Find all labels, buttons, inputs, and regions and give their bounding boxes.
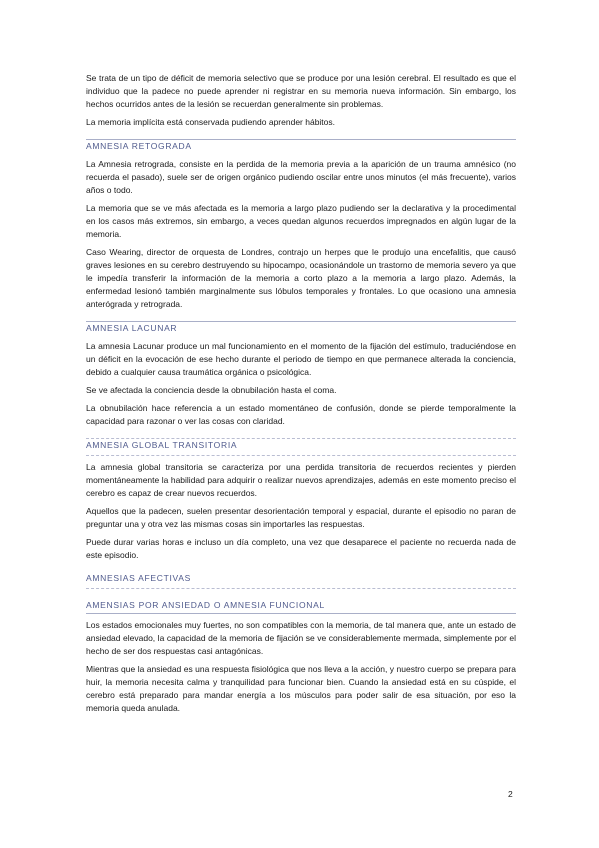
section-title: AMNESIA GLOBAL TRANSITORIA bbox=[86, 440, 238, 450]
subsection-heading-ansiedad bbox=[86, 599, 516, 614]
section-heading-global bbox=[86, 438, 516, 456]
section-divider bbox=[86, 613, 516, 614]
afectivas-paragraph-2: Mientras que la ansiedad es una respuesta fisiológica que nos lleva a la acción, y nuestro cuerpo se prepara para huir, la memoria necesita calma y tranquilidad para funcionar bien. Cuando la ansiedad está en su cúspide, el cerebro está preparado para mandar energía a los músculos para poder salir de esa situación, por eso la memoria queda anulada. bbox=[86, 664, 516, 713]
afectivas-paragraph-1: Los estados emocionales muy fuertes, no son compatibles con la memoria, de tal manera que, ante un estado de ansiedad elevado, la capacidad de la memoria de fijación se ve considerablemente mermada, simplemente por el hecho de ser dos respuestas casi antagónicas. bbox=[86, 620, 516, 656]
section-heading-retrograda bbox=[86, 139, 516, 153]
retrograda-paragraph-1: La Amnesia retrograda, consiste en la perdida de la memoria previa a la aparición de un trauma amnésico (no recuerda el pasado), suele ser de origen orgánico pudiendo oscilar entre unos minutos (el más frecuente), varios años o todo. bbox=[86, 159, 516, 195]
section-title: AMNESIA LACUNAR bbox=[86, 323, 178, 333]
page-content bbox=[86, 72, 516, 720]
lacunar-paragraph-3: La obnubilación hace referencia a un estado momentáneo de confusión, donde se pierde temporalmente la capacidad para razonar o ver las cosas con claridad. bbox=[86, 403, 516, 426]
section-heading-lacunar bbox=[86, 321, 516, 335]
subsection-title: AMENSIAS POR ANSIEDAD O AMNESIA FUNCIONAL bbox=[86, 600, 325, 610]
retrograda-paragraph-2: La memoria que se ve más afectada es la memoria a largo plazo pudiendo ser la declarativa y la procedimental en los casos más extremos, sin embargo, a veces quedan algunos recuerdos impregnados en algún lugar de la memoria. bbox=[86, 203, 516, 239]
global-paragraph-2: Aquellos que la padecen, suelen presentar desorientación temporal y espacial, durante el episodio no paran de preguntar una y otra vez las mismas cosas sin importarles las respuestas. bbox=[86, 506, 516, 529]
section-heading-afectivas bbox=[86, 572, 516, 589]
global-paragraph-3: Puede durar varias horas e incluso un día completo, una vez que desaparece el paciente no recuerda nada de este episodio. bbox=[86, 537, 516, 560]
retrograda-paragraph-3: Caso Wearing, director de orquesta de Londres, contrajo un herpes que le produjo una encefalitis, que causó graves lesiones en su cerebro destruyendo su hipocampo, ocasionándole un trastorno de memoria severo ya que le impedía transferir la información de la memoria a corto plazo a la memoria a largo plazo. Además, la enfermedad lesionó también marginalmente sus lóbulos temporales y frontales. Lo que ocasiono una amnesia anterógrada y retrograda. bbox=[86, 247, 516, 309]
global-paragraph-1: La amnesia global transitoria se caracteriza por una perdida transitoria de recuerdos recientes y pierden momentáneamente la habilidad para adquirir o realizar nuevos aprendizajes, además en este momento preciso el cerebro es capaz de crear nuevos recuerdos. bbox=[86, 462, 516, 498]
section-title: AMNESIAS AFECTIVAS bbox=[86, 573, 192, 583]
section-divider bbox=[86, 455, 516, 456]
intro-paragraph-2: La memoria implícita está conservada pudiendo aprender hábitos. bbox=[86, 117, 336, 127]
section-title: AMNESIA RETOGRADA bbox=[86, 141, 192, 151]
section-divider bbox=[86, 588, 516, 589]
page-number: 2 bbox=[508, 789, 513, 799]
intro-paragraph-1: Se trata de un tipo de déficit de memoria selectivo que se produce por una lesión cerebral. El resultado es que el individuo que la padece no puede aprender ni registrar en su memoria nueva información. Sin embargo, los hechos ocurridos antes de la lesión se recuerdan generalmente sin problemas. bbox=[86, 73, 516, 109]
lacunar-paragraph-2: Se ve afectada la conciencia desde la obnubilación hasta el coma. bbox=[86, 385, 337, 395]
lacunar-paragraph-1: La amnesia Lacunar produce un mal funcionamiento en el momento de la fijación del estímulo, traduciéndose en un déficit en la evocación de ese hecho durante el periodo de tiempo en que permanece alterada la conciencia, debido a cualquier causa traumática orgánica o psicológica. bbox=[86, 341, 516, 377]
